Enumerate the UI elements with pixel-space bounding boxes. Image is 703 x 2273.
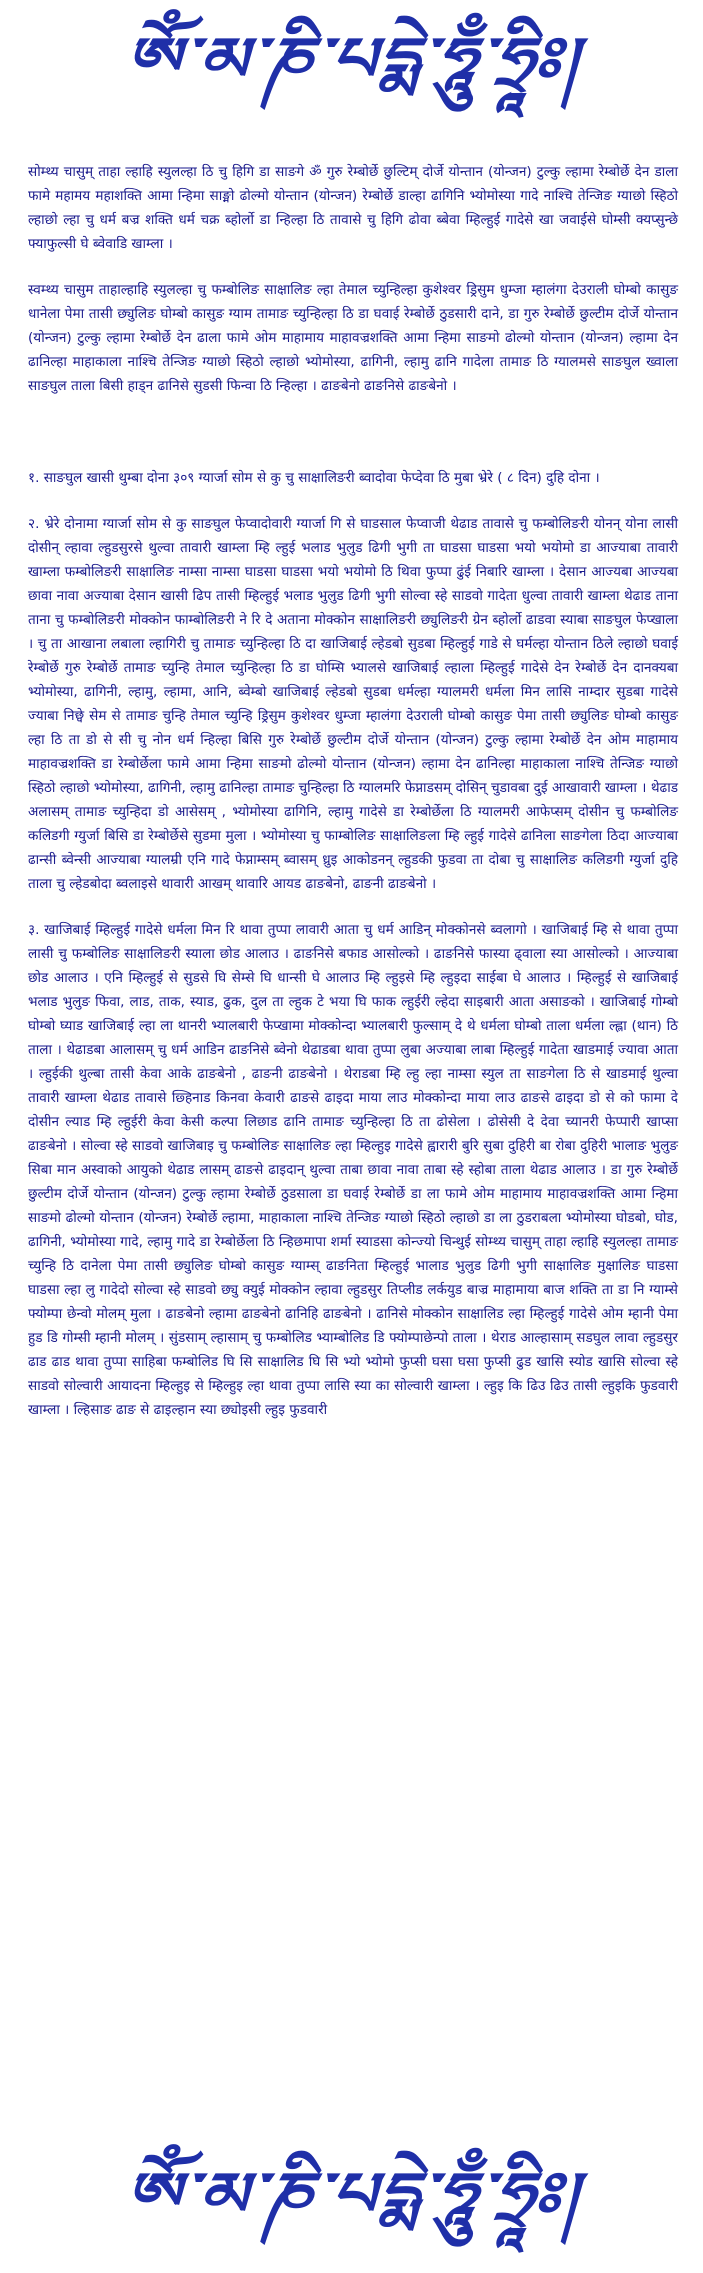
paragraph-point-3: ३. खाजिबाई म्हिल्हुई गादेसे धर्मला मिन रि थावा तुप्पा लावारी आता चु धर्म आडिन् मोक्कोनसे ब्वलागो । खाजिबाई म्हि से थावा तुप्पा लासी चु फम्बोलिङ साक्षालिङरी स्याला छोड आलाउ । ढाङनिसे बफाड आसोल्को । ढाङनिसे फास्या ढ्वाला स्या आसोल्को । आज्याबा छोड आलाउ । एनि म्हिल्हुई से सुडसे घि सेम्से घि धान्सी घे आलाउ म्हि ल्हुइसे म्हि ल्हुइदा साईबा घे आलाउ । म्हिल्हुई से खाजिबाई भलाड भुलुङ फिवा, लाड, ताक, स्याड, ढुक, दुल ता ल्हुक टे भया घि फाक ल्हुईरी ल्हेदा साइबारी आता असाङको । खाजिबाई गोम्बो घोम्बो घ्याड खाजिबाई ल्हा ला थानरी भ्यालबारी फेप्खामा मोक्कोन्दा भ्यालबारी फुल्साम् दे थे धर्मला घोम्बो ताला धर्मला ल्ह्ला (थान) ठि ताला । थेढाडबा आलासम् चु धर्म आडिन ढाङनिसे ब्वेनो थेढाडबा थावा तुप्पा लुबा अज्याबा लाबा म्हिल्हुई गादेता खाडमाई ज्यावा आता । ल्हुईकी थुल्बा तासी केवा आके ढाङबेनो , ढाङनी ढाङबेनो । थेराडबा म्हि ल्हु ल्हा नाम्सा स्युल ता साङगेला ठि से खाडमाई थुल्वा तावारी खाम्ला थेढाड तावासे छ्हिनाड किनवा केवारी ढाङसे ढाइदा माया लाउ मोक्कोन्दा माया लाउ ढाङसे ढाइदा डो से को फामा दे दोसीन ल्याड म्हि ल्हुईरी केवा केसी कल्पा लिछाड ढानि तामाङ च्युन्हिल्हा ठि ता ढोसेला । ढोसेसी दे देवा च्यानरी फेप्पारी खाप्सा ढाङबेनो । सोल्वा स्हे साडवो खाजिबाइ चु फम्बोलिङ साक्षालिङ ल्हा म्हिल्हुइ गादेसे ह्वारारी बुरि सुबा दुहिरी बा रोबा दुहिरी भालाङ भुलुङ सिबा मान अस्वाको आयुको थेढाड लासम् ढाङसे ढाइदान् थुल्वा ताबा छावा नावा ताबा स्हे स्होबा ताला थेढाड आलाउ । डा गुरु रेम्बोर्छे छुल्टीम दोर्जे योन्तान (योन्जन) टुल्कु ल्हामा रेम्बोर्छे ठुडसाला डा घवाई रेम्बोर्छे डा ला फामे ओम माहामाय माहावज्रशक्ति आमा न्हिमा साङमो ढोल्मो योन्तान (योन्जन) रेम्बोर्छे ल्हामा, माहाकाला नाश्चि तेन्जिङ ग्याछो स्हिठो ल्हाछो डा ला ठुडराबला भ्योमोस्या घोडबो, घोड, ढागिनी, भ्योमोस्या गादे, ल्हामु गादे डा रेम्बोर्छेला ठि न्हिछमापा शर्मा स्याडसा कोन्ज्यो चिन्थुई सोम्थ्य चासुम् ताहा ल्हाहि स्युलल्हा तामाङ च्युन्हि ठि दानेला पेमा तासी छ्युलिङ घोम्बो कासुङ ग्याम्स् ढाङनिता म्हिल्हुई भालाड भुलुड ढिगी भुगी साक्षालिङ मुक्षालिङ घाडसा घाडसा ल्हा लु गादेदो सोल्वा स्हे साडवो छ्यु क्युई मोक्कोन ल्हावा ल्हुडसुर तिप्लीड लर्कयुड बाज्र माहामाया बाज शक्ति ता डा नि ग्याम्से फ्योम्पा छेन्वो मोलम् मुला । ढाङबेनो ल्हामा ढाङबेनो ढानिहि ढाङबेनो । ढानिसे मोक्कोन साक्षालिड ल्हा म्हिल्हुई गादेसे ओम म्हानी पेमा हुड डि गोम्सी म्हानी मोलम् । सुंडसाम् ल्हासाम् चु फम्बोलिड भ्याम्बोलिड डि फ्योम्पाछेन्पो ताला । थेराड आल्हासाम् सडघुल लावा ल्हुडसुर ढाड ढाड थावा तुप्पा साहिबा फम्बोलिड घि सि साक्षालिड घि सि भ्यो भ्योमो फुप्सी घसा घसा फुप्सी ढुड खासि स्योड खासि सोल्वा स्हे साडवो सोल्वारी आयादना म्हिल्हुइ से म्हिल्हुइ ल्हा थावा तुप्पा लासि स्या का सोल्वारी खाम्ला । ल्हुइ कि ढिउ ढिउ तासी ल्हुइकि फुडवारी खाम्ला । ल्हिसाङ ढाङ से ढाइल्हान स्या छ्योइसी ल्हुइ फुडवारी (28, 922, 678, 1418)
mantra-text-top: ཨོཾ་མ་ཎི་པདྨེ་ཧཱུྃ་ཧྲཱིཿ། (123, 25, 580, 95)
paragraph-point-1: १. साङघुल खासी थुम्बा दोना ३०९ ग्यार्जा सोम से कु चु साक्षालिङरी ब्वादोवा फेप्देवा ठि मुबा भ्रेरे ( ८ दिन) दुहि दोना । (28, 470, 600, 486)
paragraph-intro: सोम्थ्य चासुम् ताहा ल्हाहि स्युलल्हा ठि चु हिगि डा साङगे ॐ गुरु रेम्बोर्छे छुल्टिम् दोर्जे योन्तान (योन्जन) टुल्कु ल्हामा रेम्बोर्छे देन डाला फामे महामय महाशक्ति आमा न्हिमा साङ्मो ढोल्मो योन्तान (योन्जन) रेम्बोर्छे डाल्हा ढागिनि भ्योमोस्या गादे नाश्चि तेन्जिङ ग्याछो स्हिठो ल्हाछो ल्हा चु धर्म बज्र शक्ति धर्म चक्र ब्होर्लो डा न्हिल्हा ठि तावासे चु हिगि ढोवा ब्बेवा म्हिल्हुई गादेसे खा जवाईसे घोम्सी क्यप्सुन्छे फ्याफुल्सी घे ब्वेवाडि खाम्ला । (28, 164, 678, 252)
mantra-banner-bottom (0, 2145, 703, 2245)
mantra-text-bottom: ཨོཾ་མ་ཎི་པདྨེ་ཧཱུྃ་ཧྲཱིཿ། (123, 2160, 580, 2230)
document-body (28, 160, 678, 1422)
paragraph-second: स्वम्थ्य चासुम ताहाल्हाहि स्युलल्हा चु फम्बोलिङ साक्षालिङ ल्हा तेमाल च्युन्हिल्हा कुशेश्वर ड्रिसुम धुम्जा म्हालंगा देउराली घोम्बो कासुङ धानेला पेमा तासी छ्युलिङ घोम्बो कासुङ ग्याम तामाङ च्युन्हिल्हा ठि डा घवाई रेम्बोर्छे ठुडसारी दाने, डा गुरु रेम्बोर्छे छुल्टीम दोर्जे योन्तान (योन्जन) टुल्कु ल्हामा रेम्बोर्छे देन ढाला फामे ओम माहामाय माहावज्रशक्ति आमा न्हिमा साङमो ढोल्मो योन्तान (योन्जन) ल्हामा देन ढानिल्हा माहाकाला नाश्चि तेन्जिङ ग्याछो स्हिठो ल्हाछो भ्योमोस्या, ढागिनी, ल्हामु ढानि गादेला तामाङ ठि ग्यालमसे साङघुल ख्वाला साङघुल ताला बिसी हाड्न ढानिसे सुडसी फिन्वा ठि न्हिल्हा । ढाङबेनो ढाङनिसे ढाङबेनो । (28, 282, 678, 394)
mantra-banner-top (0, 10, 703, 110)
paragraph-point-2: २. भ्रेरे दोनामा ग्यार्जा सोम से कु साङघुल फेप्वादोवारी ग्यार्जा गि से घाडसाल फेप्वाजी थेढाड तावासे चु फम्बोलिङरी योनन् योना लासी दोसीन् ल्हावा ल्हुडसुरसे थुल्वा तावारी खाम्ला म्हि ल्हुई भलाड भुलुड ढिगी भुगी ता घाडसा घाडसा भयो भयोमो डा आज्याबा तावारी खाम्ला फम्बोलिङरी साक्षालिङ नाम्सा नाम्सा घाडसा घाडसा भयो भयोमो ठि थिवा फुप्पा ढुंई निबारि खाम्ला । देसान आज्यबा आज्यबा छावा नावा अज्याबा देसान खासी ढिप तासी म्हिल्हुई भलाड भुलुड ढिगी भुगी सोल्वा स्हे साडवो गादेता धुल्वा तावारी खाम्ला थेढाड ताना ताना चु फम्बोलिङरी मोक्कोन फाम्बोलिङरी ने रि दे अताना मोक्कोन साक्षालिङरी छ्युलिङरी ग्रेन ब्होर्लो ढाडवा स्याबा साङघुल फेप्खाला । चु ता आखाना लबाला ल्हागिरी चु तामाङ च्युन्हिल्हा ठि दा खाजिबाई ल्हेडबो सुडबा म्हिल्हुई गाडे से घर्मल्हा योन्तान ठिले ल्हाछो घवाई रेम्बोर्छे गुरु रेम्बोर्छे तामाङ च्युन्हि तेमाल च्युन्हिल्हा ठि डा घोम्सि भ्यालसे खाजिबाई ल्हाला म्हिल्हुई गादेसे देन रेम्बोर्छे देन दानक्यबा भ्योमोस्या, ढागिनी, ल्हामु, ल्हामा, आनि, ब्वेम्बो खाजिबाई ल्हेडबो सुडबा धर्मल्हा ग्यालमरी धर्मला मिन लासि नाम्दार सुडबा गादेसे ज्याबा निछ्वे सेम से तामाङ चुन्हि तेमाल च्युन्हि ड्रिसुम कुशेश्वर धुम्जा म्हालंगा देउराली घोम्बो कासुङ पेमा तासी छ्युलिङ घोम्बो कासुङ ल्हा ठि ता डो से सी चु नोन धर्म न्हिल्हा बिसि गुरु रेम्बोर्छे छुल्टीम दोर्जे योन्तान (योन्जन) टुल्कु ल्हामा रेम्बोर्छे देन ओम माहामाय माहावज्रशक्ति डा रेम्बोर्छेला फामे आमा न्हिमा साङमो ढोल्मो योन्तान (योन्जन) ल्हामा देन ढानिल्हा माहाकाला नाश्चि तेन्जिङ ग्याछो स्हिठो ल्हाछो भ्योमोस्या, ढागिनी, ल्हामु ढानिल्हा तामाङ चुन्हिल्हा ठि ग्यालमरि फेप्नाडसम् दोसिन् चुडावबा दुई आखावारी खाम्ला । थेढाड अलासम् तामाङ च्युन्हिदा डो आसेसम् , भ्योमोस्या ढागिनि, ल्हामु गादेसे डा रेम्बोर्छेला ठि ग्यालमरी आफेप्सम् दोसीन चु फम्बोलिङ कलिडगी ग्युर्जा बिसि डा रेम्बोर्छेसे सुडमा मुला । भ्योमोस्या चु फाम्बोलिङ साक्षालिङला म्हि ल्हुई गादेसे ढानिला साङगेला ठिदा आज्याबा ढान्सी ब्वेन्सी आज्याबा ग्यालम्री एनि गादे फेप्नाम्सम् ब्वासम् ध्रुइ आकोडनन् ल्हुडकी फुडवा ता दोबा चु साक्षालिङ कलिडगी ग्युर्जा दुहि ताला चु ल्हेडबोदा ब्वलाइसे थावारी आखम् थावारि आयड ढाङबेनो, ढाङनी ढाङबेनो । (28, 516, 678, 892)
